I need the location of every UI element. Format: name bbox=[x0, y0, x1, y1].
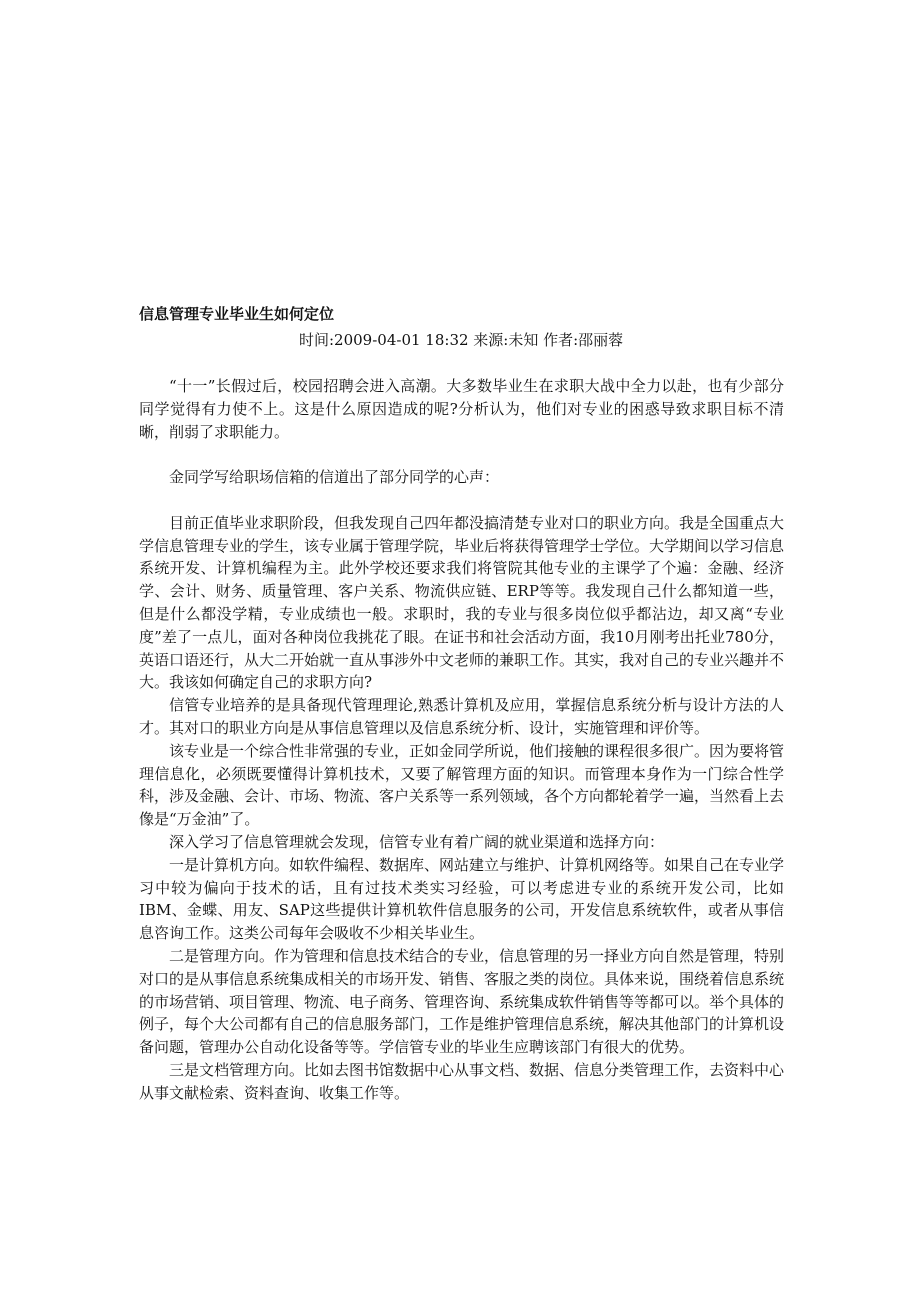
paragraph: 二是管理方向。作为管理和信息技术结合的专业，信息管理的另一择业方向自然是管理，特别对口的是从事信息系统集成相关的市场开发、销售、客服之类的岗位。具体来说，围绕着信息系统的市场营销、项目管理、物流、电子商务、管理咨询、系统集成软件销售等等都可以。举个具体的例子，每个大公司都有自己的信息服务部门，工作是维护管理信息系统，解决其他部门的计算机设备问题，管理办公自动化设备等等。学信管专业的毕业生应聘该部门有很大的优势。 bbox=[139, 946, 785, 1057]
paragraph: 深入学习了信息管理就会发现，信管专业有着广阔的就业渠道和选择方向： bbox=[169, 832, 665, 851]
paragraph: 该专业是一个综合性非常强的专业，正如金同学所说，他们接触的课程很多很广。因为要将管理信息化，必须既要懂得计算机技术，又要了解管理方面的知识。而管理本身作为一门综合性学科，涉及金融、会计、市场、物流、客户关系等一系列领域，各个方向都轮着学一遍，当然看上去像是“万金油”了。 bbox=[139, 741, 785, 829]
paragraph: 目前正值毕业求职阶段，但我发现自己四年都没搞清楚专业对口的职业方向。我是全国重点大学信息管理专业的学生，该专业属于管理学院，毕业后将获得管理学士学位。大学期间以学习信息系统开发、计算机编程为主。此外学校还要求我们将管院其他专业的主课学了个遍：金融、经济学、会计、财务、质量管理、客户关系、物流供应链、ERP等等。我发现自己什么都知道一些，但是什么都没学精，专业成绩也一般。求职时，我的专业与很多岗位似乎都沾边，却又离“专业度”差了一点儿，面对各种岗位我挑花了眼。在证书和社会活动方面，我10月刚考出托业780分，英语口语还行，从大二开始就一直从事涉外中文老师的兼职工作。其实，我对自己的专业兴趣并不大。我该如何确定自己的求职方向? bbox=[139, 513, 785, 692]
paragraph: 一是计算机方向。如软件编程、数据库、网站建立与维护、计算机网络等。如果自己在专业学习中较为偏向于技术的话，且有过技术类实习经验，可以考虑进专业的系统开发公司，比如IBM、金蝶、用友、SAP这些提供计算机软件信息服务的公司，开发信息系统软件，或者从事信息咨询工作。这类公司每年会吸收不少相关毕业生。 bbox=[139, 855, 785, 943]
paragraph: “十一”长假过后，校园招聘会进入高潮。大多数毕业生在求职大战中全力以赴，也有少部分同学觉得有力使不上。这是什么原因造成的呢?分析认为，他们对专业的困惑导致求职目标不清晰，削弱了求职能力。 bbox=[139, 377, 784, 441]
paragraph: 三是文档管理方向。比如去图书馆数据中心从事文档、数据、信息分类管理工作，去资料中心从事文献检索、资料查询、收集工作等。 bbox=[139, 1060, 785, 1102]
article-meta: 时间:2009-04-01 18:32 来源:未知 作者:邵丽蓉 bbox=[299, 331, 624, 349]
article-title: 信息管理专业毕业生如何定位 bbox=[139, 305, 335, 323]
paragraph: 信管专业培养的是具备现代管理理论,熟悉计算机及应用，掌握信息系统分析与设计方法的人才。其对口的职业方向是从事信息管理以及信息系统分析、设计，实施管理和评价等。 bbox=[139, 696, 784, 737]
paragraph: 金同学写给职场信箱的信道出了部分同学的心声： bbox=[169, 468, 500, 487]
article-body bbox=[139, 375, 784, 1105]
